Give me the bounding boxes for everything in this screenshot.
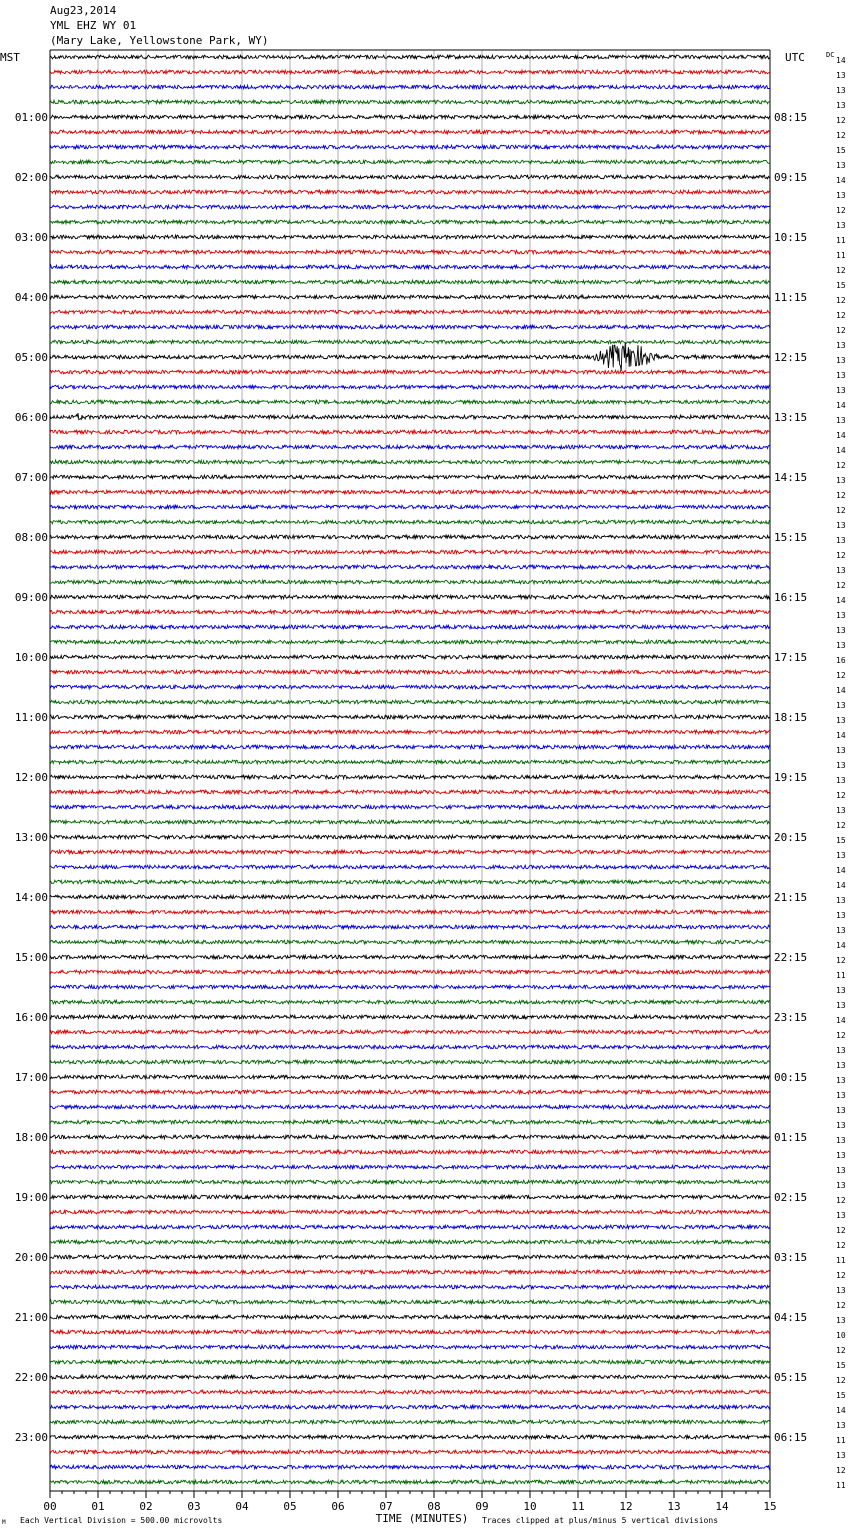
mst-hour-label: 20:00 (14, 1251, 48, 1264)
trace-line (50, 865, 770, 869)
utc-hour-label: 18:15 (774, 711, 808, 724)
trace-line (50, 505, 770, 509)
mst-hour-label: 07:00 (14, 471, 48, 484)
dc-offset-label: 13 (836, 911, 846, 920)
dc-offset-label: 12 (836, 1196, 846, 1205)
trace-line (50, 1465, 770, 1469)
dc-offset-label: 11 (836, 1256, 846, 1265)
x-tick-label: 09 (475, 1500, 489, 1513)
dc-offset-label: 11 (836, 1436, 846, 1445)
trace-line (50, 1300, 770, 1304)
trace-line (50, 820, 770, 824)
utc-hour-label: 08:15 (774, 111, 808, 124)
dc-offset-label: 14 (836, 686, 846, 695)
dc-offset-label: 12 (836, 131, 846, 140)
trace-line (50, 1375, 770, 1379)
trace-line (50, 205, 770, 209)
utc-hour-label: 22:15 (774, 951, 808, 964)
mst-hour-label: 10:00 (14, 651, 48, 664)
trace-line (50, 1015, 770, 1019)
trace-line (50, 55, 770, 59)
trace-line (50, 1000, 770, 1004)
dc-offset-label: 14 (836, 431, 846, 440)
trace-line (50, 1240, 770, 1244)
header-date: Aug23,2014 (50, 4, 117, 17)
trace-line (50, 850, 770, 854)
trace-line (50, 1195, 770, 1199)
dc-offset-label: 12 (836, 1346, 846, 1355)
trace-line (50, 895, 770, 899)
dc-offset-label: 14 (836, 731, 846, 740)
dc-offset-label: 12 (836, 1466, 846, 1475)
trace-line (50, 685, 770, 689)
trace-line (50, 835, 770, 839)
dc-offset-label: 13 (836, 611, 846, 620)
dc-offset-label: 13 (836, 1316, 846, 1325)
utc-hour-label: 02:15 (774, 1191, 808, 1204)
dc-offset-label: 14 (836, 446, 846, 455)
trace-line (50, 1435, 770, 1439)
trace-line (50, 910, 770, 914)
dc-offset-label: 11 (836, 1481, 846, 1490)
dc-header-label: DC (826, 51, 835, 59)
dc-offset-label: 13 (836, 71, 846, 80)
utc-hour-label: 01:15 (774, 1131, 808, 1144)
dc-offset-label: 12 (836, 1376, 846, 1385)
x-tick-label: 01 (91, 1500, 105, 1513)
trace-line (50, 640, 770, 644)
trace-line (50, 610, 770, 614)
dc-offset-label: 13 (836, 1001, 846, 1010)
trace-line (50, 550, 770, 554)
dc-offset-label: 13 (836, 851, 846, 860)
trace-line (50, 1255, 770, 1259)
dc-offset-label: 13 (836, 1286, 846, 1295)
dc-offset-label: 13 (836, 1121, 846, 1130)
trace-line (50, 343, 770, 372)
dc-offset-label: 13 (836, 746, 846, 755)
trace-line (50, 445, 770, 449)
mst-hour-label: 21:00 (14, 1311, 48, 1324)
mst-hour-label: 05:00 (14, 351, 48, 364)
dc-offset-label: 10 (836, 1331, 846, 1340)
dc-offset-label: 15 (836, 836, 846, 845)
x-tick-label: 10 (523, 1500, 537, 1513)
trace-line (50, 100, 770, 104)
dc-offset-label: 14 (836, 1016, 846, 1025)
trace-line (50, 430, 770, 434)
trace-line (50, 1225, 770, 1229)
dc-offset-label: 12 (836, 491, 846, 500)
utc-hour-label: 19:15 (774, 771, 808, 784)
dc-offset-label: 11 (836, 971, 846, 980)
utc-hour-label: 00:15 (774, 1071, 808, 1084)
x-tick-label: 02 (139, 1500, 153, 1513)
dc-offset-label: 12 (836, 671, 846, 680)
dc-offset-label: 13 (836, 371, 846, 380)
mst-hour-label: 16:00 (14, 1011, 48, 1024)
mst-hour-label: 12:00 (14, 771, 48, 784)
trace-line (50, 1405, 770, 1409)
mst-hour-label: 08:00 (14, 531, 48, 544)
utc-hour-label: 13:15 (774, 411, 808, 424)
trace-line (50, 985, 770, 989)
dc-offset-label: 14 (836, 596, 846, 605)
utc-hour-label: 09:15 (774, 171, 808, 184)
dc-offset-label: 15 (836, 146, 846, 155)
dc-offset-label: 13 (836, 101, 846, 110)
trace-line (50, 805, 770, 809)
mst-hour-label: 15:00 (14, 951, 48, 964)
x-tick-label: 07 (379, 1500, 393, 1513)
dc-offset-label: 13 (836, 191, 846, 200)
trace-line (50, 970, 770, 974)
trace-line (50, 280, 770, 284)
dc-offset-label: 13 (836, 221, 846, 230)
dc-offset-label: 13 (836, 626, 846, 635)
dc-offset-label: 15 (836, 1361, 846, 1370)
dc-offset-label: 13 (836, 1091, 846, 1100)
x-tick-label: 04 (235, 1500, 249, 1513)
mst-hour-label: 17:00 (14, 1071, 48, 1084)
trace-line (50, 250, 770, 254)
trace-line (50, 310, 770, 314)
dc-offset-label: 12 (836, 506, 846, 515)
dc-offset-label: 13 (836, 1451, 846, 1460)
utc-hour-label: 17:15 (774, 651, 808, 664)
x-tick-label: 00 (43, 1500, 57, 1513)
trace-line (50, 1135, 770, 1139)
dc-offset-label: 13 (836, 701, 846, 710)
dc-offset-label: 12 (836, 461, 846, 470)
trace-line (50, 760, 770, 764)
dc-offset-label: 14 (836, 176, 846, 185)
dc-offset-label: 13 (836, 1421, 846, 1430)
dc-offset-label: 13 (836, 776, 846, 785)
dc-offset-label: 12 (836, 1301, 846, 1310)
trace-line (50, 565, 770, 569)
trace-line (50, 265, 770, 269)
dc-offset-label: 12 (836, 1241, 846, 1250)
trace-line (50, 1075, 770, 1079)
trace-line (50, 340, 770, 344)
trace-line (50, 220, 770, 224)
mst-hour-label: 23:00 (14, 1431, 48, 1444)
mst-hour-label: 03:00 (14, 231, 48, 244)
dc-offset-label: 16 (836, 656, 846, 665)
trace-line (50, 715, 770, 719)
trace-line (50, 1330, 770, 1334)
dc-offset-label: 12 (836, 266, 846, 275)
dc-offset-label: 15 (836, 281, 846, 290)
trace-line (50, 1360, 770, 1364)
trace-line (50, 940, 770, 944)
dc-offset-label: 13 (836, 386, 846, 395)
trace-line (50, 595, 770, 599)
dc-offset-label: 13 (836, 1151, 846, 1160)
utc-hour-label: 03:15 (774, 1251, 808, 1264)
x-tick-label: 14 (715, 1500, 729, 1513)
trace-line (50, 955, 770, 959)
dc-offset-label: 13 (836, 1136, 846, 1145)
dc-offset-label: 13 (836, 1211, 846, 1220)
trace-line (50, 1150, 770, 1154)
dc-offset-label: 12 (836, 1271, 846, 1280)
trace-line (50, 580, 770, 584)
dc-offset-label: 12 (836, 116, 846, 125)
mst-hour-label: 01:00 (14, 111, 48, 124)
trace-line (50, 880, 770, 884)
trace-line (50, 413, 770, 420)
trace-line (50, 1315, 770, 1319)
dc-offset-label: 12 (836, 956, 846, 965)
dc-offset-label: 13 (836, 356, 846, 365)
trace-line (50, 700, 770, 704)
dc-offset-label: 13 (836, 716, 846, 725)
mst-hour-label: 11:00 (14, 711, 48, 724)
dc-offset-label: 13 (836, 161, 846, 170)
trace-line (50, 85, 770, 89)
dc-offset-label: 12 (836, 551, 846, 560)
dc-offset-label: 13 (836, 761, 846, 770)
dc-offset-label: 12 (836, 791, 846, 800)
dc-offset-label: 15 (836, 1391, 846, 1400)
header-station: YML EHZ WY 01 (50, 19, 137, 32)
dc-offset-label: 12 (836, 1031, 846, 1040)
footer-mark: M (2, 1519, 6, 1526)
utc-hour-label: 14:15 (774, 471, 808, 484)
mst-hour-label: 06:00 (14, 411, 48, 424)
x-axis-title: TIME (MINUTES) (375, 1512, 469, 1525)
dc-offset-label: 14 (836, 866, 846, 875)
dc-offset-label: 14 (836, 941, 846, 950)
trace-line (50, 1030, 770, 1034)
trace-line (50, 190, 770, 194)
trace-line (50, 670, 770, 674)
utc-label: UTC (785, 51, 805, 64)
dc-offset-label: 14 (836, 56, 846, 65)
trace-line (50, 625, 770, 629)
trace-line (50, 1090, 770, 1094)
footer-clip-note: Traces clipped at plus/minus 5 vertical divisions (482, 1516, 719, 1525)
trace-line (50, 1180, 770, 1184)
trace-line (50, 1270, 770, 1274)
dc-offset-label: 13 (836, 896, 846, 905)
x-tick-label: 15 (763, 1500, 777, 1513)
utc-hour-label: 12:15 (774, 351, 808, 364)
trace-line (50, 370, 770, 374)
trace-line (50, 520, 770, 524)
header-location: (Mary Lake, Yellowstone Park, WY) (50, 34, 269, 47)
dc-offset-label: 13 (836, 476, 846, 485)
dc-offset-label: 13 (836, 566, 846, 575)
utc-hour-label: 05:15 (774, 1371, 808, 1384)
mst-hour-label: 09:00 (14, 591, 48, 604)
trace-line (50, 775, 770, 779)
utc-hour-label: 15:15 (774, 531, 808, 544)
trace-line (50, 535, 770, 539)
dc-offset-label: 14 (836, 401, 846, 410)
trace-line (50, 145, 770, 149)
utc-hour-label: 16:15 (774, 591, 808, 604)
utc-hour-label: 04:15 (774, 1311, 808, 1324)
dc-offset-label: 12 (836, 206, 846, 215)
trace-line (50, 1345, 770, 1349)
dc-offset-label: 12 (836, 1226, 846, 1235)
utc-hour-label: 23:15 (774, 1011, 808, 1024)
mst-hour-label: 02:00 (14, 171, 48, 184)
x-tick-label: 12 (619, 1500, 633, 1513)
trace-line (50, 790, 770, 794)
dc-offset-label: 13 (836, 1061, 846, 1070)
trace-line (50, 1390, 770, 1394)
trace-line (50, 1120, 770, 1124)
mst-label: MST (0, 51, 20, 64)
trace-line (50, 325, 770, 329)
dc-offset-label: 13 (836, 1046, 846, 1055)
x-tick-label: 06 (331, 1500, 345, 1513)
trace-line (50, 130, 770, 134)
trace-line (50, 160, 770, 164)
dc-offset-label: 13 (836, 1076, 846, 1085)
dc-offset-label: 13 (836, 416, 846, 425)
dc-offset-label: 12 (836, 296, 846, 305)
trace-line (50, 400, 770, 404)
trace-line (50, 1060, 770, 1064)
trace-line (50, 1450, 770, 1454)
dc-offset-label: 13 (836, 86, 846, 95)
dc-offset-label: 12 (836, 326, 846, 335)
x-tick-label: 11 (571, 1500, 585, 1513)
dc-offset-label: 13 (836, 926, 846, 935)
trace-line (50, 475, 770, 479)
dc-offset-label: 13 (836, 1166, 846, 1175)
dc-offset-label: 13 (836, 1106, 846, 1115)
trace-line (50, 295, 770, 299)
trace-line (50, 1045, 770, 1049)
dc-offset-label: 12 (836, 581, 846, 590)
mst-hour-label: 19:00 (14, 1191, 48, 1204)
utc-hour-label: 21:15 (774, 891, 808, 904)
dc-offset-label: 14 (836, 1406, 846, 1415)
utc-hour-label: 10:15 (774, 231, 808, 244)
x-tick-label: 08 (427, 1500, 441, 1513)
x-tick-label: 13 (667, 1500, 681, 1513)
utc-hour-label: 11:15 (774, 291, 808, 304)
trace-line (50, 1285, 770, 1289)
dc-offset-label: 13 (836, 641, 846, 650)
dc-offset-label: 12 (836, 311, 846, 320)
trace-line (50, 385, 770, 389)
dc-offset-label: 13 (836, 536, 846, 545)
trace-line (50, 460, 770, 464)
utc-hour-label: 20:15 (774, 831, 808, 844)
dc-offset-label: 13 (836, 986, 846, 995)
dc-offset-label: 14 (836, 881, 846, 890)
mst-hour-label: 04:00 (14, 291, 48, 304)
trace-line (50, 745, 770, 749)
dc-offset-label: 13 (836, 1181, 846, 1190)
trace-line (50, 1420, 770, 1424)
utc-hour-label: 06:15 (774, 1431, 808, 1444)
dc-offset-label: 12 (836, 821, 846, 830)
trace-line (50, 925, 770, 929)
trace-line (50, 115, 770, 119)
dc-offset-label: 11 (836, 251, 846, 260)
dc-offset-label: 13 (836, 806, 846, 815)
x-tick-label: 05 (283, 1500, 297, 1513)
x-tick-label: 03 (187, 1500, 201, 1513)
dc-offset-label: 13 (836, 341, 846, 350)
trace-line (50, 730, 770, 734)
trace-line (50, 1165, 770, 1169)
trace-line (50, 1105, 770, 1109)
mst-hour-label: 22:00 (14, 1371, 48, 1384)
dc-offset-label: 11 (836, 236, 846, 245)
trace-line (50, 490, 770, 494)
mst-hour-label: 14:00 (14, 891, 48, 904)
mst-hour-label: 13:00 (14, 831, 48, 844)
mst-hour-label: 18:00 (14, 1131, 48, 1144)
trace-line (50, 655, 770, 659)
dc-offset-label: 13 (836, 521, 846, 530)
trace-line (50, 175, 770, 179)
trace-line (50, 235, 770, 239)
trace-line (50, 70, 770, 74)
footer-scale: Each Vertical Division = 500.00 microvolts (20, 1516, 223, 1525)
trace-line (50, 1480, 770, 1484)
trace-line (50, 1210, 770, 1214)
